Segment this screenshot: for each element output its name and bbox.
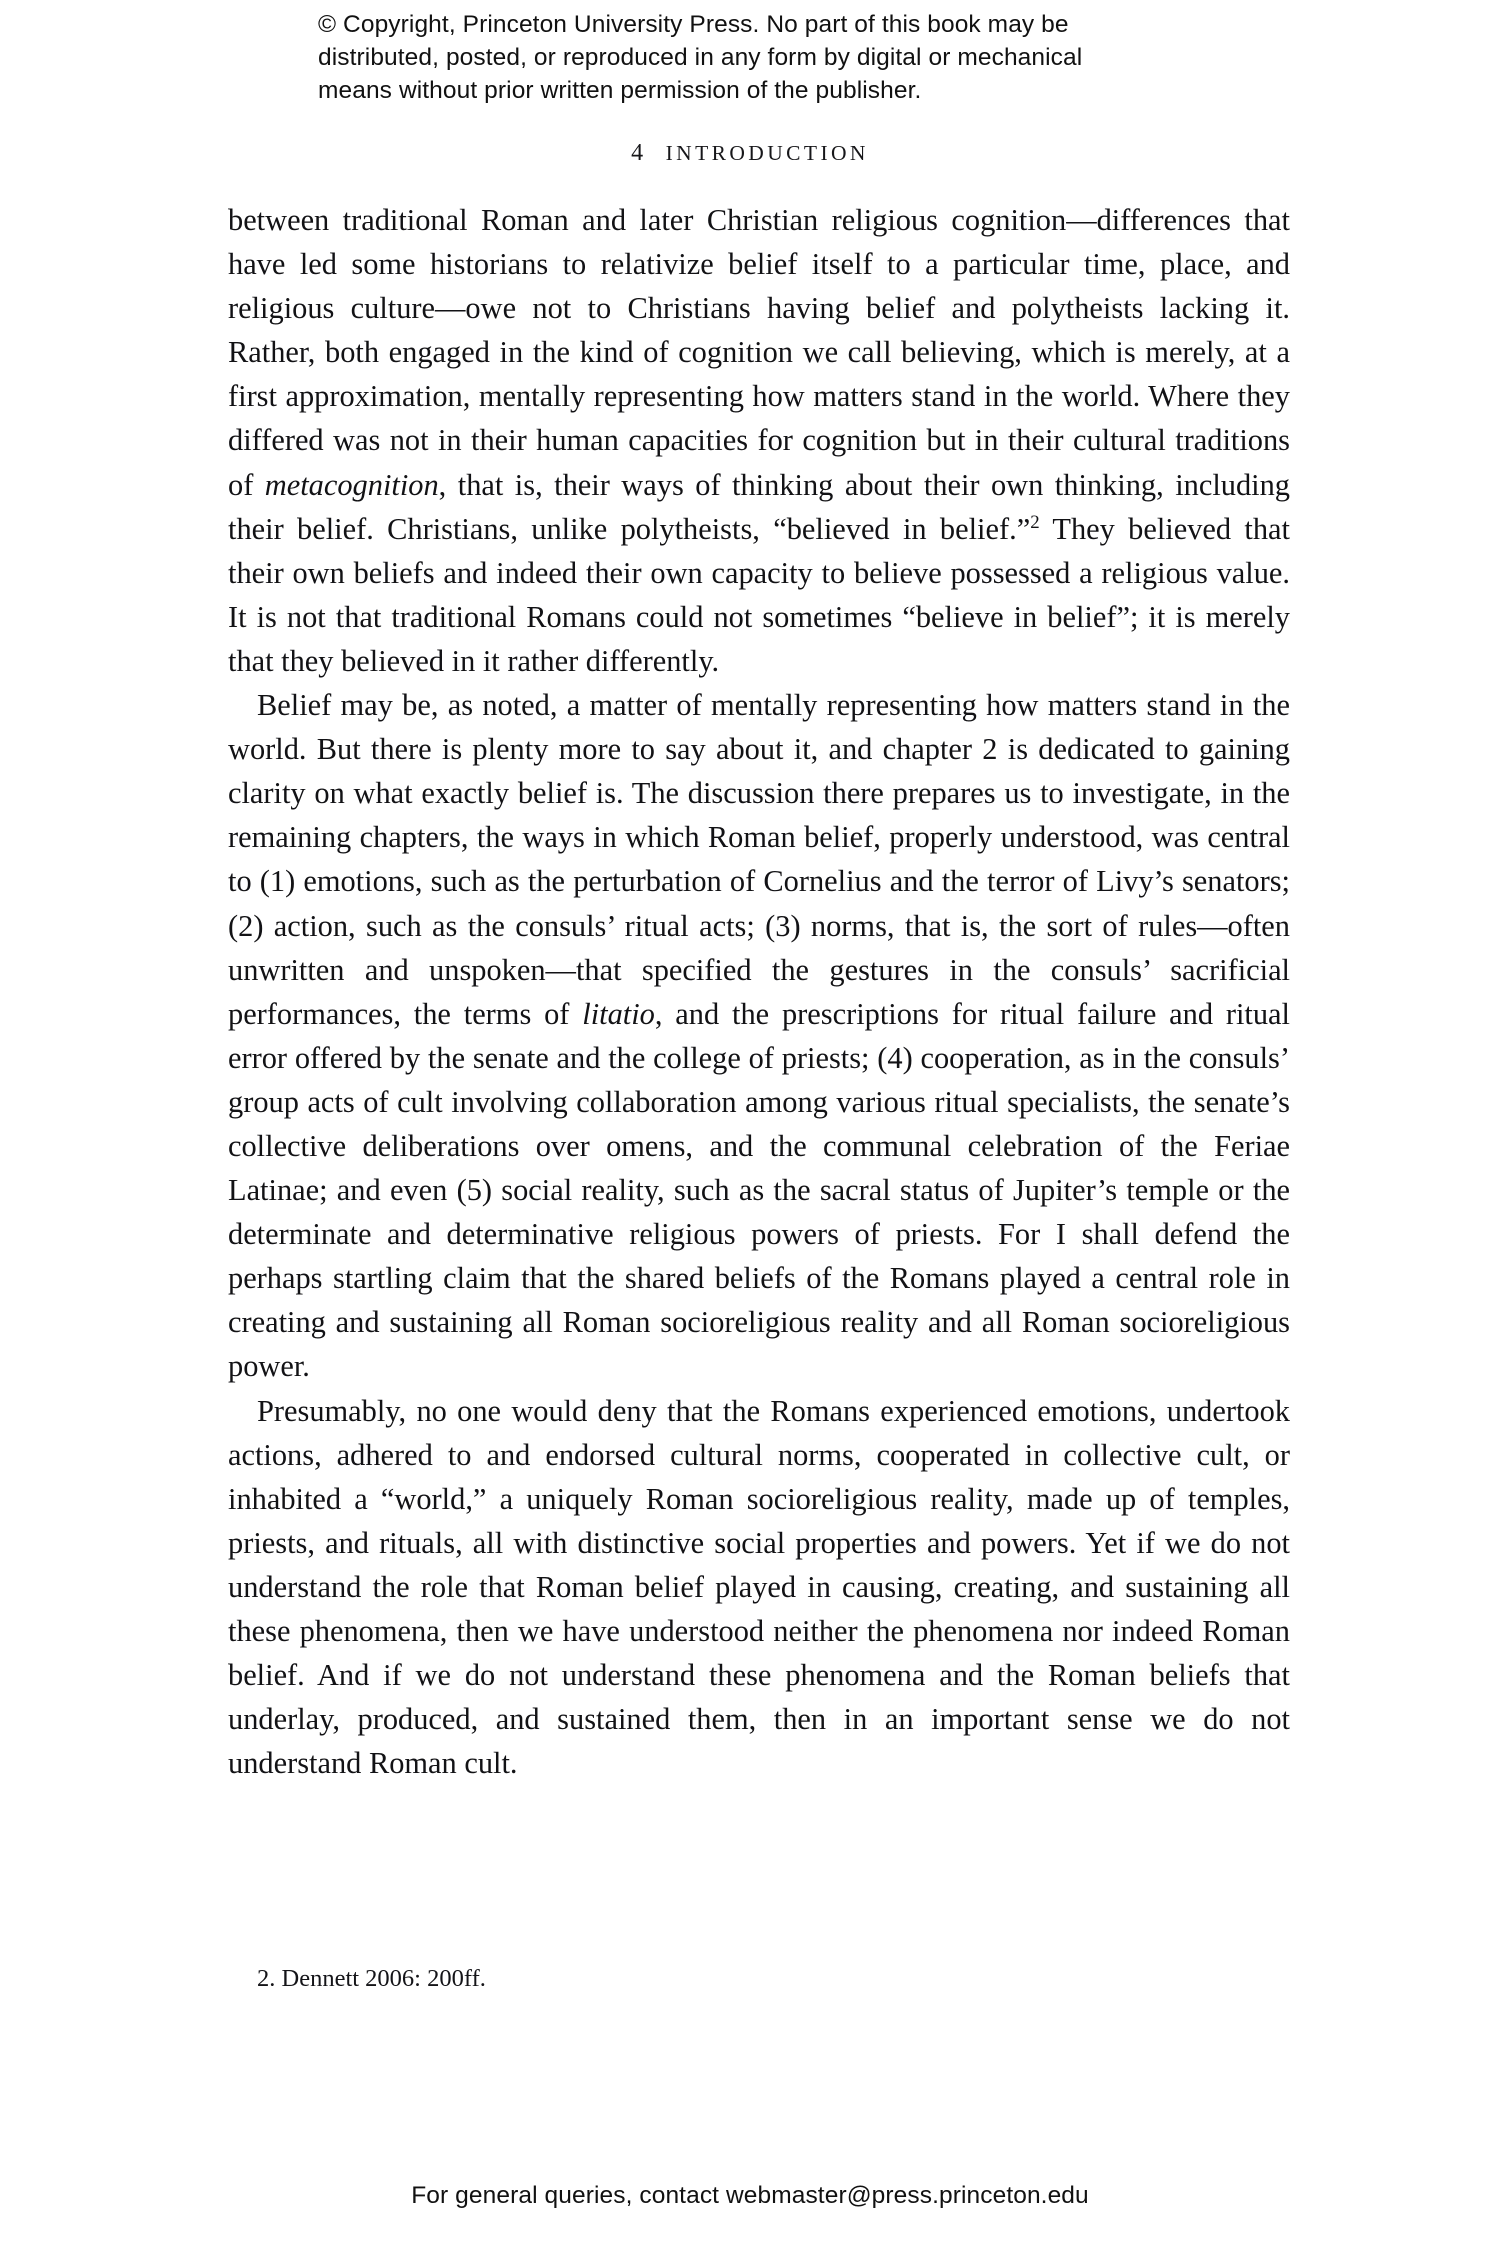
- body-text: [228, 198, 1290, 1785]
- running-head: [0, 140, 1500, 167]
- copyright-notice: [318, 8, 1138, 108]
- running-head-title: INTRODUCTION: [665, 141, 869, 165]
- copyright-line-1: © Copyright, Princeton University Press. No part of this book may be: [318, 11, 1069, 38]
- paragraph-3: Presumably, no one would deny that the Romans experienced emotions, undertook actions, adhered to and endorsed cultural norms, cooperated in collective cult, or inhabited a “world,” a uniquely Roman socioreligious reality, made up of temples, priests, and rituals, all with distinctive social properties and powers. Yet if we do not understand the role that Roman belief played in causing, creating, and sustaining all these phenomena, then we have understood neither the phenomena nor indeed Roman belief. And if we do not understand these phenomena and the Roman beliefs that underlay, produced, and sustained them, then in an important sense we do not understand Roman cult.: [228, 1393, 1290, 1781]
- footnote-2: 2. Dennett 2006: 200ff.: [257, 1965, 486, 1992]
- copyright-line-2: distributed, posted, or reproduced in any form by digital or mechanical: [318, 44, 1083, 72]
- page-number: 4: [631, 140, 644, 166]
- page-footer: For general queries, contact webmaster@press.princeton.edu: [411, 2182, 1089, 2209]
- paragraph-2: Belief may be, as noted, a matter of mentally representing how matters stand in the world. But there is plenty more to say about it, and chapter 2 is dedicated to gaining clarity on what exactly belief is. The discussion there prepares us to investigate, in the remaining chapters, the ways in which Roman belief, properly understood, was central to (1) emotions, such as the perturbation of Cornelius and the terror of Livy’s senators; (2) action, such as the consuls’ ritual acts; (3) norms, that is, the sort of rules—often unwritten and unspoken—that specified the gestures in the consuls’ sacrificial performances, the terms of litatio, and the prescriptions for ritual failure and ritual error offered by the senate and the college of priests; (4) cooperation, as in the consuls’ group acts of cult involving collaboration among various ritual specialists, the senate’s collective deliberations over omens, and the communal celebration of the Feriae Latinae; and even (5) social reality, such as the sacral status of Jupiter’s temple or the determinate and determinative religious powers of priests. For I shall defend the perhaps startling claim that the shared beliefs of the Romans played a central role in creating and sustaining all Roman socioreligious reality and all Roman socioreligious power.: [228, 688, 1290, 1384]
- paragraph-1: between traditional Roman and later Christian religious cognition—differences that have led some historians to relativize belief itself to a particular time, place, and religious culture—owe not to Christians having belief and polytheists lacking it. Rather, both engaged in the kind of cognition we call believing, which is merely, at a first approximation, mentally representing how matters stand in the world. Where they differed was not in their human capacities for cognition but in their cultural traditions of metacognition, that is, their ways of thinking about their own thinking, including their belief. Christians, unlike polytheists, “believed in belief.”$^2$ They believed that their own beliefs and indeed their own capacity to believe possessed a religious value. It is not that traditional Romans could not sometimes “believe in belief”; it is merely that they believed in it rather differently.: [228, 203, 1290, 678]
- copyright-line-3: means without prior written permission of the publisher.: [318, 77, 922, 105]
